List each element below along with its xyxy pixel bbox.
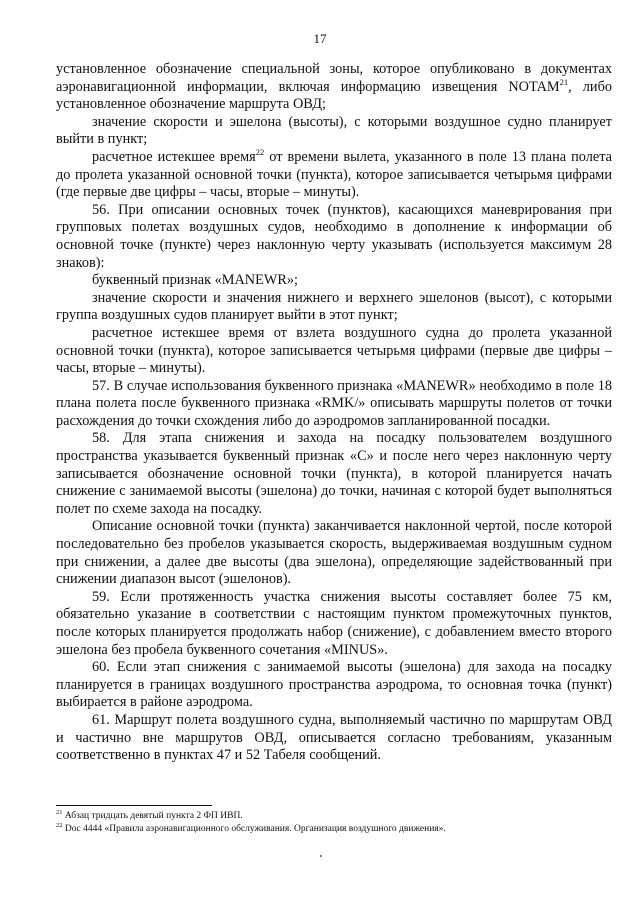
paragraph: 58. Для этапа снижения и захода на посадку пользователем воздушного пространства указывается буквенный признак «С» и после него через наклонную черту записывается обозначение основной точки (пункта), в которой планируется начать снижение с занимаемой высоты (эшелона) до точки, начиная с которой будет выполняться полет по схеме захода на посадку.	[56, 430, 612, 517]
footnote-number: 22	[56, 822, 63, 829]
footnote	[56, 810, 612, 823]
paragraph-text: от времени вылета, указанного в поле 13 плана полета до пролета указанной основной точки (пункта), которое записывается четырьмя цифрами (где первые две цифры – часы, вторые – минуты).	[56, 148, 612, 201]
paragraph-text: расчетное истекшее время	[92, 148, 256, 165]
paragraph: расчетное истекшее время от взлета воздушного судна до пролета указанной основной точки (пункта), которое записывается четырьмя цифрами (первые две цифры – часы, вторые – минуты).	[56, 324, 612, 377]
paragraph	[56, 61, 612, 114]
footnote-text: Doc 4444 «Правила аэронавигационного обслуживания. Организация воздушного движения».	[62, 824, 446, 834]
document-body	[56, 61, 612, 765]
paragraph-text: , либо установленное обозначение маршрута ОВД;	[56, 78, 613, 113]
paragraph: Описание основной точки (пункта) заканчивается наклонной чертой, после которой последовательно без пробелов указывается скорость, выдерживаемая воздушным судном при снижении, а далее две высоты (два эшелона), определяющие задействованный при снижении диапазон высот (эшелонов).	[56, 518, 612, 588]
paragraph	[56, 146, 612, 202]
footnote-ref: 22	[255, 146, 265, 157]
scan-speck	[320, 855, 322, 857]
paragraph: значение скорости и значения нижнего и верхнего эшелонов (высот), с которыми группа воздушных судов планирует выйти в этот пункт;	[56, 289, 612, 324]
paragraph: 61. Маршрут полета воздушного судна, выполняемый частично по маршрутам ОВД и частично вне маршрутов ОВД, описывается согласно требованиям, указанным соответственно в пунктах 47 и 52 Табеля сообщений.	[56, 711, 612, 764]
paragraph: 57. В случае использования буквенного признака «MANEWR» необходимо в поле 18 плана полета после буквенного признака «RMK/» описывать маршруты полетов от точки расхождения до точки схождения либо до аэродромов запланированной посадки.	[56, 377, 612, 429]
footnote-ref: 21	[559, 76, 569, 87]
paragraph: 60. Если этап снижения с занимаемой высоты (эшелона) для захода на посадку планируется в границах воздушного пространства аэродрома, то основная точка (пункт) выбирается в районе аэродрома.	[56, 659, 612, 711]
footnote-text: Абзац тридцать девятый пункта 2 ФП ИВП.	[62, 811, 243, 821]
footnote-divider	[56, 805, 212, 806]
paragraph: 59. Если протяженность участка снижения высоты составляет более 75 км, обязательно указание в соответствии с настоящим пунктом промежуточных пунктов, после которых планируется продолжать набор (снижение), с добавлением вместо второго эшелона без пробела буквенного сочетания «MINUS».	[56, 588, 612, 658]
footnote-number: 21	[56, 809, 63, 816]
paragraph: 56. При описании основных точек (пунктов), касающихся маневрирования при групповых полетах воздушных судов, необходимо в дополнение к информации об основной точке (пункте) через наклонную черту указывать (используется максимум 28 знаков):	[56, 201, 612, 271]
paragraph: буквенный признак «MANEWR»;	[92, 272, 298, 289]
paragraph-text: установленное обозначение специальной зоны, которое опубликовано в документах аэронавигационной информации, включая информацию извещения NOTAM	[56, 61, 612, 95]
footnote	[56, 823, 612, 836]
paragraph: значение скорости и эшелона (высоты), с которыми воздушное судно планирует выйти в пункт;	[56, 113, 612, 148]
page-number: 17	[313, 31, 327, 46]
footnotes	[56, 810, 612, 836]
